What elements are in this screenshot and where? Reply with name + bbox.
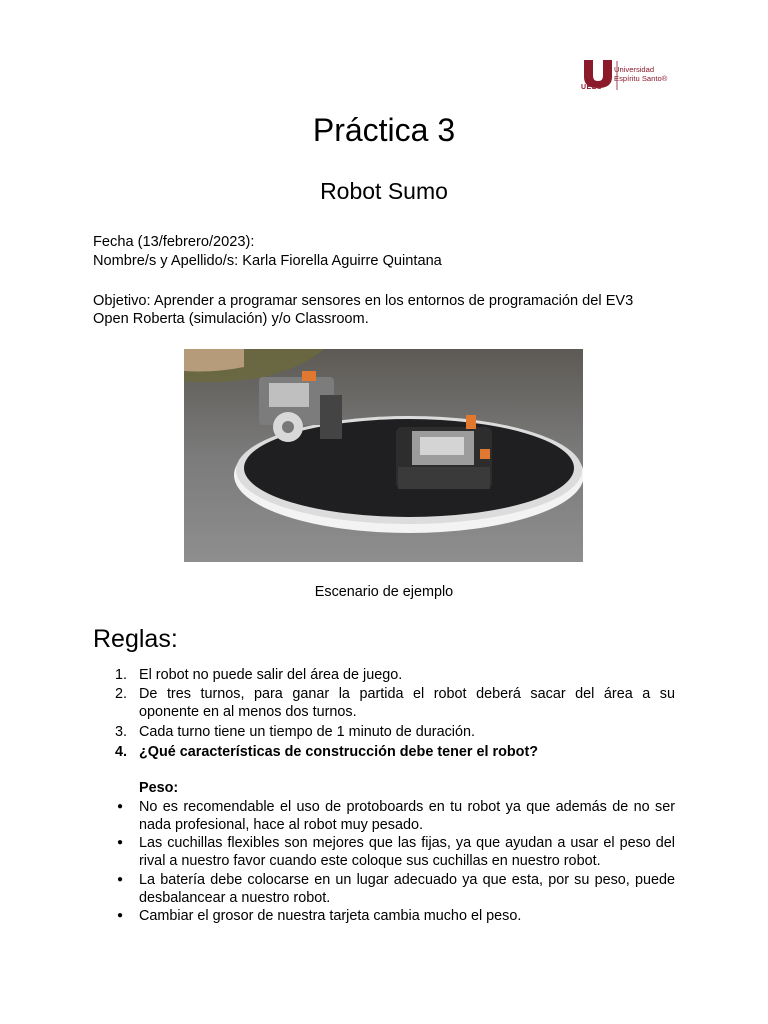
rule-text: El robot no puede salir del área de juego. bbox=[139, 667, 403, 683]
bullet-text: La batería debe colocarse en un lugar adecuado ya que esta, por su peso, puede desbalancear a nuestro robot. bbox=[139, 872, 675, 906]
logo-text bbox=[614, 66, 667, 83]
photo-caption: Escenario de ejemplo bbox=[314, 584, 454, 600]
objetivo-line-1: Objetivo: Aprender a programar sensores en los entornos de programación del EV3 bbox=[93, 293, 634, 309]
nombre-line: Nombre/s y Apellido/s: Karla Fiorella Aguirre Quintana bbox=[93, 253, 442, 269]
page-subtitle: Robot Sumo bbox=[320, 178, 448, 204]
rule-text: ¿Qué características de construcción debe tener el robot? bbox=[139, 744, 539, 760]
page-title: Práctica 3 bbox=[312, 112, 456, 148]
logo-line-2: Espíritu Santo® bbox=[614, 73, 668, 83]
logo-line-1: Universidad bbox=[614, 65, 655, 74]
peso-label: Peso: bbox=[139, 780, 179, 796]
objetivo-line-2: Open Roberta (simulación) y/o Classroom. bbox=[93, 311, 369, 327]
reglas-heading: Reglas: bbox=[93, 625, 178, 653]
rule-number: 3. bbox=[115, 724, 128, 740]
bullet-text: No es recomendable el uso de protoboards en tu robot ya que además de no ser nada profesional, hace al robot muy pesado. bbox=[139, 799, 675, 833]
sumo-arena-photo bbox=[184, 349, 583, 562]
bullet-icon: ● bbox=[117, 910, 124, 921]
bullet-icon: ● bbox=[117, 874, 124, 885]
rule-text: Cada turno tiene un tiempo de 1 minuto de duración. bbox=[139, 724, 476, 740]
rule-number: 4. bbox=[115, 744, 128, 760]
logo-wordmark: UEES bbox=[581, 84, 603, 91]
rule-number: 2. bbox=[115, 686, 128, 702]
bullet-icon: ● bbox=[117, 801, 124, 812]
rule-text: De tres turnos, para ganar la partida el robot deberá sacar del área a su oponente en al menos dos turnos. bbox=[139, 686, 675, 720]
bullet-text: Las cuchillas flexibles son mejores que las fijas, ya que ayudan a usar el peso del rival a nuestro favor cuando este coloque sus cuchillas en nuestro robot. bbox=[139, 835, 675, 869]
rule-number: 1. bbox=[115, 667, 128, 683]
bullet-icon: ● bbox=[117, 837, 124, 848]
bullet-text: Cambiar el grosor de nuestra tarjeta cambia mucho el peso. bbox=[139, 908, 522, 924]
sumo-arena-illustration bbox=[184, 349, 583, 562]
fecha-line: Fecha (13/febrero/2023): bbox=[93, 234, 255, 250]
